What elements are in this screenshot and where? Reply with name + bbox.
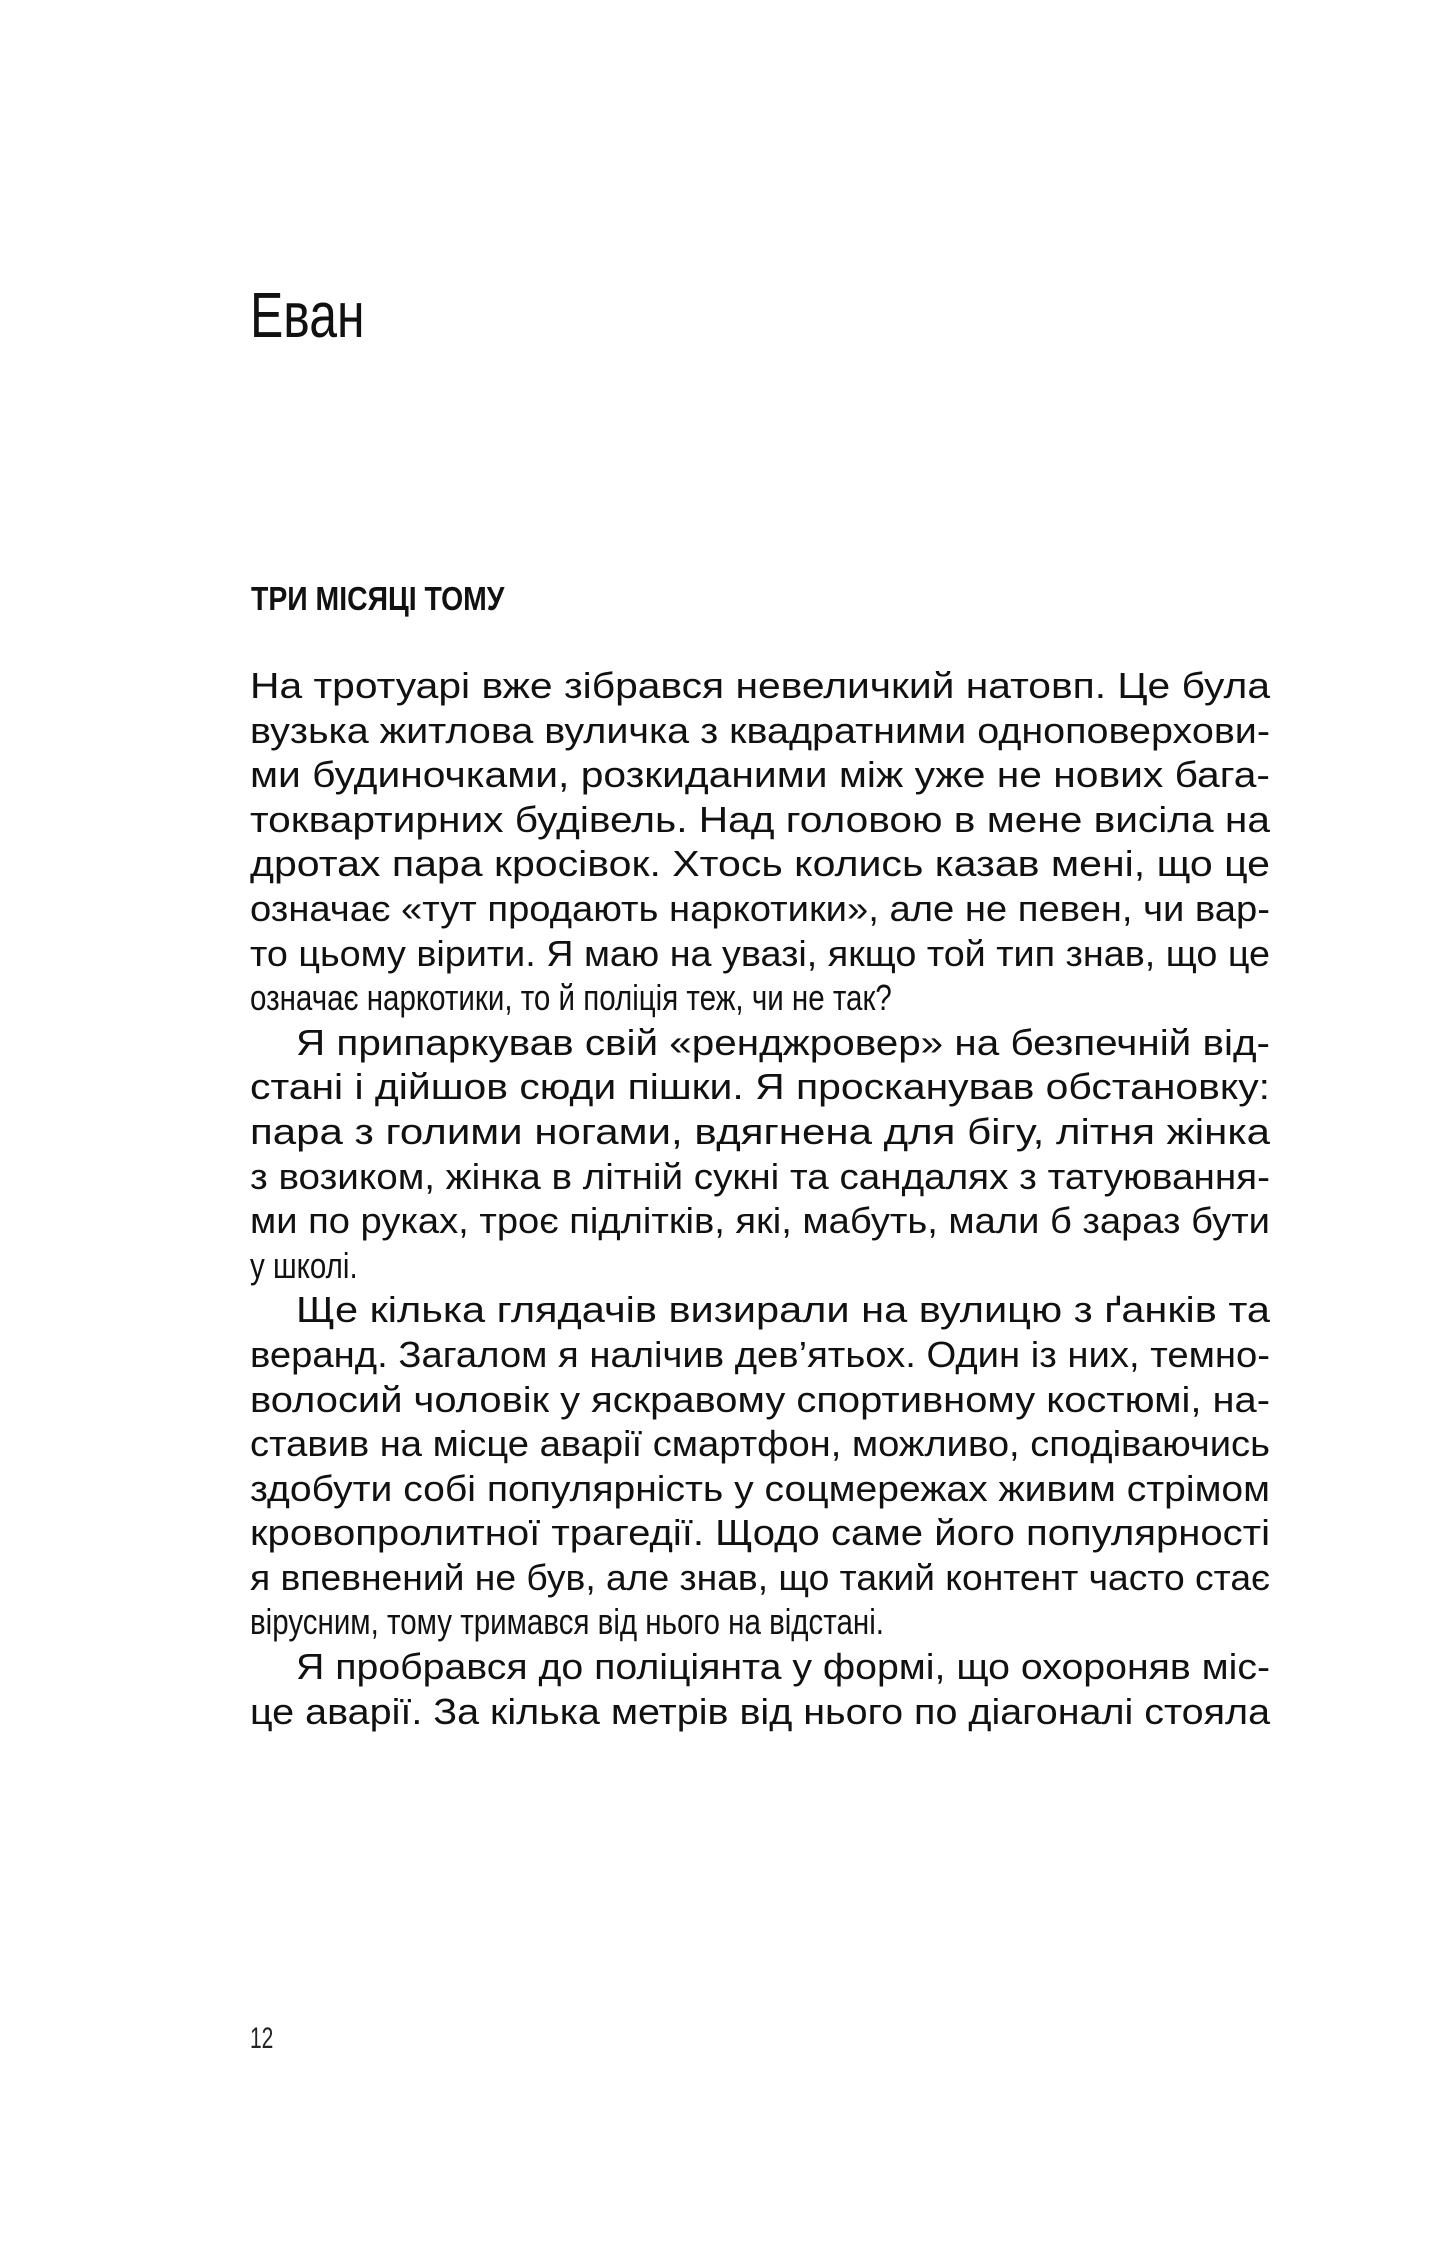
line-text: означає наркотики, то й поліція теж, чи не так? [250,977,892,1019]
text-line [250,1556,1270,1601]
page-number: 12 [250,2022,274,2055]
line-text: означає «тут продають наркотики», але не певен, чи вар- [250,887,1270,929]
paragraph-first-line [250,1021,1270,1066]
line-text: Ще кілька глядачів визирали на вулицю з ґанків та [296,1289,1271,1331]
line-text: вірусним, тому тримався від нього на відстані. [250,1601,884,1643]
text-line [250,932,1270,977]
text-line [250,798,1270,843]
line-text: стані і дійшов сюди пішки. Я просканував обстановку: [250,1066,1271,1108]
text-line [250,1333,1270,1378]
line-text: Я припаркував свій «ренджровер» на безпечній від- [296,1021,1271,1063]
text-line [250,1690,1270,1735]
text-line [250,1467,1270,1512]
text-line [250,842,1270,887]
text-line [250,976,1270,1021]
section-heading: ТРИ МІСЯЦІ ТОМУ [251,580,505,617]
line-text: пара з голими ногами, вдягнена для бігу, літня жінка [250,1110,1270,1152]
line-text: вузька житлова вуличка з квадратними одноповерхови- [250,709,1271,751]
text-line [250,753,1270,798]
line-text: я впевнений не був, але знав, що такий контент часто стає [250,1556,1271,1598]
chapter-title: Еван [250,279,365,351]
line-text: волосий чоловік у яскравому спортивному костюмі, на- [250,1378,1271,1420]
text-line [250,1378,1270,1423]
text-line [250,709,1270,754]
paragraph-first-line [250,1645,1270,1690]
line-text: ставив на місце аварії смартфон, можливо, сподіваючись [250,1423,1270,1465]
body-text [250,664,1270,1734]
text-line [250,664,1270,709]
line-text: ми по руках, троє підлітків, які, мабуть, мали б зараз бути [250,1200,1270,1242]
line-text: ми будиночками, розкиданими між уже не нових бага- [250,754,1270,796]
text-line [250,1600,1270,1645]
text-line [250,887,1270,932]
paragraph-first-line [250,1288,1270,1333]
text-line [250,1511,1270,1556]
text-line [250,1155,1270,1200]
text-line [250,1244,1270,1289]
line-text: Я пробрався до поліціянта у формі, що охороняв міс- [296,1646,1271,1688]
line-text: На тротуарі вже зібрався невеличкий натовп. Це була [250,665,1271,706]
line-text: кровопролитної трагедії. Щодо саме його популярності [250,1512,1270,1554]
line-text: з возиком, жінка в літній сукні та сандалях з татуювання- [250,1155,1270,1197]
text-line [250,1199,1270,1244]
line-text: то цьому вірити. Я маю на увазі, якщо той тип знав, що це [250,932,1271,974]
line-text: дротах пара кросівок. Хтось колись казав мені, що це [250,843,1271,885]
line-text: здобути собі популярність у соцмережах живим стрімом [250,1467,1271,1509]
line-text: це аварії. За кілька метрів від нього по діагоналі стояла [250,1690,1271,1732]
line-text: веранд. Загалом я налічив дев’ятьох. Один із них, темно- [250,1333,1270,1375]
text-line [250,1065,1270,1110]
line-text: у школі. [250,1244,358,1286]
text-line [250,1110,1270,1155]
line-text: токвартирних будівель. Над головою в мене висіла на [250,798,1271,840]
text-line [250,1422,1270,1467]
